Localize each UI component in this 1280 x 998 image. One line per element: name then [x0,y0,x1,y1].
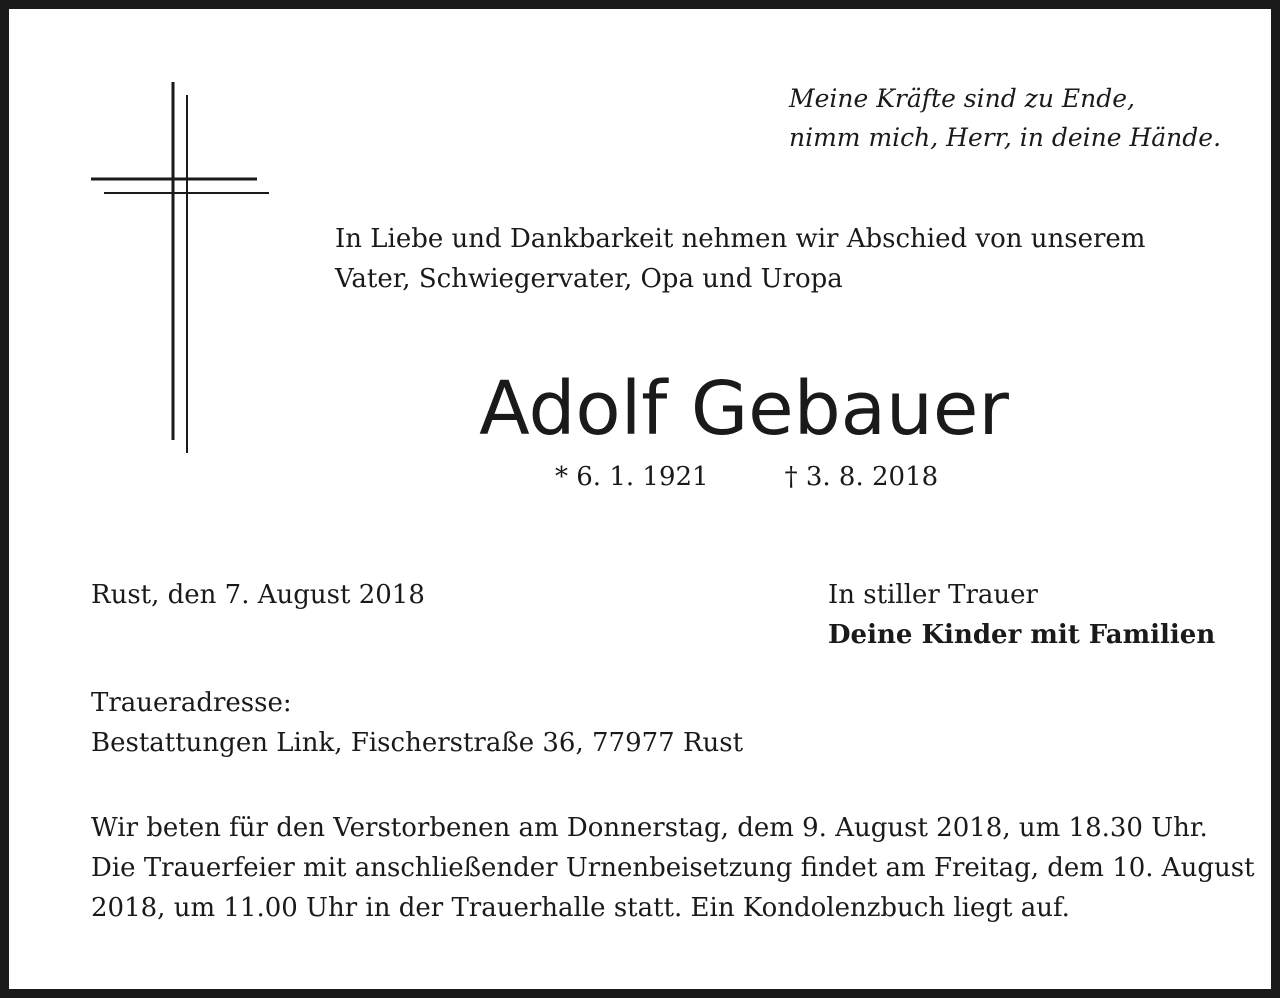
life-dates [555,459,938,495]
intro-line-1: In Liebe und Dankbarkeit nehmen wir Abschied von unserem [335,224,1146,254]
death-date: † 3. 8. 2018 [784,462,939,492]
mourners-family: Deine Kinder mit Familien [828,620,1216,650]
mourners-block [828,575,1215,655]
mourning-address [91,683,743,763]
motto-verse [789,79,1229,157]
place-and-date: Rust, den 7. August 2018 [91,580,425,610]
service-notice [91,808,1255,928]
motto-line-1: Meine Kräfte sind zu Ende, [789,84,1135,113]
address-value: Bestattungen Link, Fischerstraße 36, 77977 Rust [91,728,744,758]
deceased-name: Adolf Gebauer [479,366,1009,452]
farewell-intro [335,219,1215,299]
intro-line-2: Vater, Schwiegervater, Opa und Uropa [335,264,843,294]
birth-date: * 6. 1. 1921 [555,462,709,492]
notice-line-1: Wir beten für den Verstorbenen am Donnerstag, dem 9. August 2018, um 18.30 Uhr. [91,813,1208,843]
notice-line-3: 2018, um 11.00 Uhr in der Trauerhalle statt. Ein Kondolenzbuch liegt auf. [91,893,1070,923]
notice-line-2: Die Trauerfeier mit anschließender Urnenbeisetzung findet am Freitag, dem 10. August [91,853,1255,883]
motto-line-2: nimm mich, Herr, in deine Hände. [789,123,1222,152]
address-label: Traueradresse: [91,688,292,718]
mourning-phrase: In stiller Trauer [828,580,1038,610]
